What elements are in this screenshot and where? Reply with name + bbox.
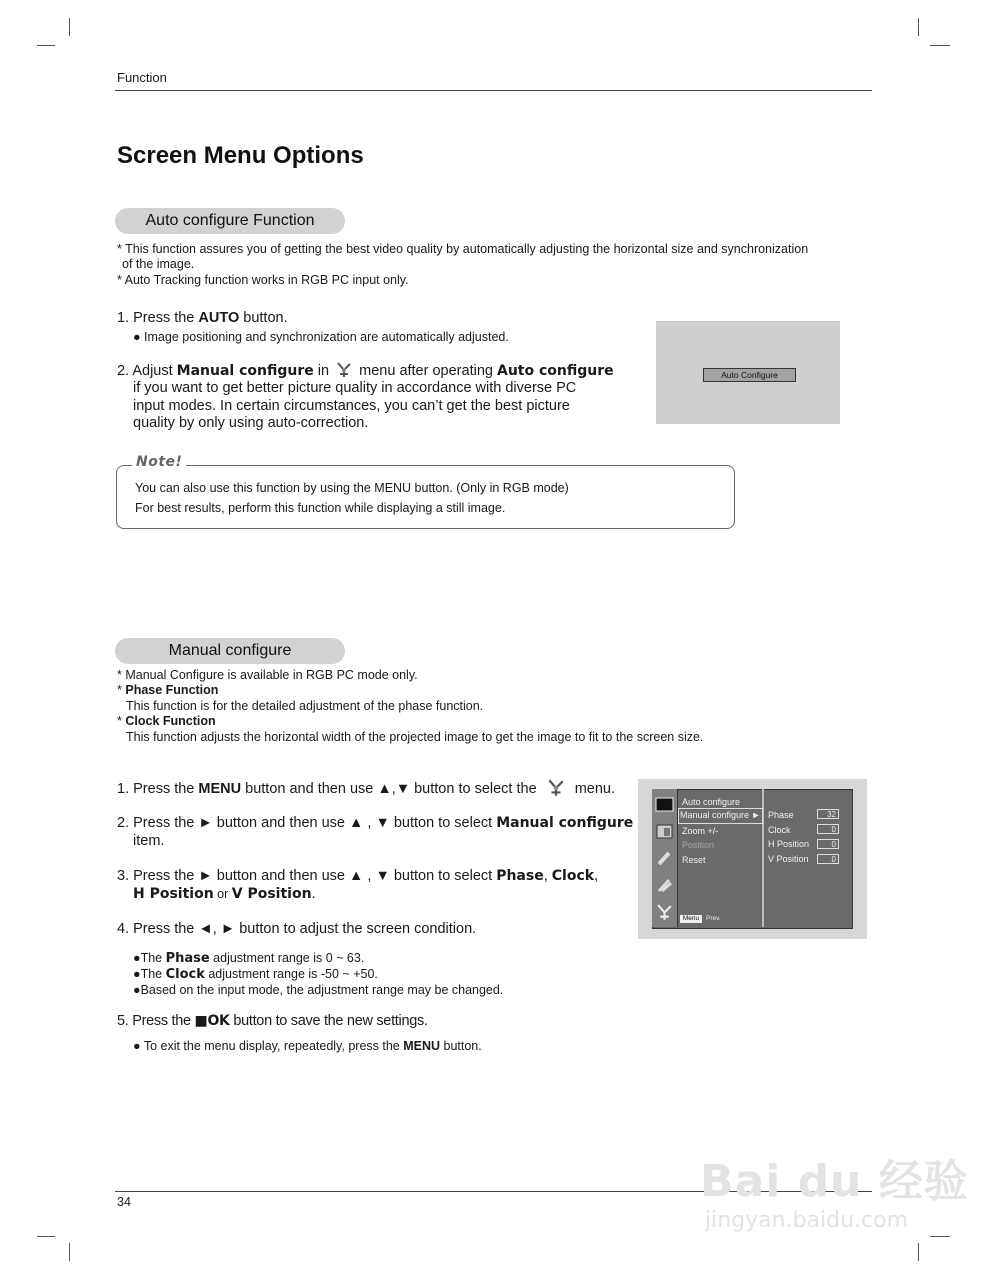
manual-step-4 [117,920,476,938]
note-title: Note! [132,454,186,470]
osd-h-position-value: 0 [817,839,839,849]
step-number: 1. [117,310,134,326]
bullet-text: button. [440,1039,482,1053]
step-text: in [313,363,334,379]
phase-label: Phase [165,951,210,966]
menu-button-name: MENU [198,781,242,797]
exit-menu-bullet: ● To exit the menu display, repeatedly, press the MENU button. [133,1039,482,1053]
step-number: 2. [117,815,134,831]
step-text: Press the [133,781,199,797]
header-rule [115,90,872,91]
osd-menu-button[interactable]: Menu [680,915,702,923]
clock-label: Clock [551,868,595,884]
step-number: 4. [117,921,134,937]
auto-step-2-line2: if you want to get better picture quality in accordance with diverse PC [133,380,577,396]
input-mode-bullet: ●Based on the input mode, the adjustment range may be changed. [133,983,504,997]
bullet-text: adjustment range is 0 ~ 63. [209,951,365,965]
auto-configure-label: Auto configure [496,363,614,379]
header-section-label: Function [117,70,167,85]
step-text: Adjust [132,363,177,379]
auto-note-2: * Auto Tracking function works in RGB PC input only. [117,273,409,287]
watermark-url: jingyan.baidu.com [705,1208,909,1233]
step-text: or [213,887,232,901]
asterisk: * [117,714,122,728]
asterisk: * [117,683,122,697]
note-line-2: For best results, perform this function while displaying a still image. [135,501,506,515]
osd-sub-clock[interactable]: Clock [768,825,791,835]
osd-clock-value: 0 [817,824,839,834]
osd-sub-phase[interactable]: Phase [768,810,794,820]
auto-button-name: AUTO [198,310,240,326]
sound-icon [655,849,674,868]
page-number: 34 [117,1195,131,1209]
manual-step-3-line2 [133,885,316,903]
special-icon [655,876,674,895]
osd-prev-label: Prev. [706,915,721,922]
phase-function-heading [117,683,218,699]
note-box [116,465,735,529]
osd-item-auto-configure[interactable]: Auto configure [682,797,741,807]
manual-step-2-line2: item. [133,833,165,849]
osd-sub-h-position[interactable]: H Position [768,839,810,849]
step-text: Press the [132,1013,195,1029]
manual-configure-pill: Manual configure [115,638,345,664]
osd-item-reset[interactable]: Reset [682,855,706,865]
auto-step-1-bullet: ● Image positioning and synchronization are automatically adjusted. [133,330,509,344]
auto-step-1 [117,309,288,327]
step-text: button to save the new settings. [229,1013,428,1029]
watermark-logo: Bai du 经验 [700,1156,969,1207]
manual-step-5 [117,1012,428,1030]
step-text: menu after operating [355,363,497,379]
crop-mark [930,45,950,46]
bullet-text: Image positioning and synchronization are automatically adjusted. [144,330,509,344]
tools-icon [655,903,674,922]
bullet-text: Based on the input mode, the adjustment range may be changed. [140,983,504,997]
step-text: . [311,886,316,902]
screen-icon [655,822,674,841]
osd-sub-v-position[interactable]: V Position [768,854,809,864]
note-line-1: You can also use this function by using the MENU button. (Only in RGB mode) [135,481,569,495]
auto-step-2-line3: input modes. In certain circumstances, you can’t get the best picture [133,398,570,414]
bullet-text: adjustment range is -50 ~ +50. [204,967,378,981]
step-text: menu. [570,781,616,797]
osd-item-manual-configure[interactable]: Manual configure ► [680,810,761,820]
step-number: 2. [117,363,133,379]
manual-step-3 [117,867,598,885]
step-text: button. [239,310,288,326]
clock-label: Clock [165,967,205,982]
heading-text: Phase Function [125,683,219,697]
phase-range-bullet: ●The Phase adjustment range is 0 ~ 63. [133,951,365,966]
auto-step-2-line4: quality by only using auto-correction. [133,415,369,431]
osd-item-position[interactable]: Position [682,840,715,850]
step-number: 5. [117,1013,133,1029]
manual-step-1 [117,778,615,798]
clock-function-heading [117,714,216,730]
osd-v-position-value: 0 [817,854,839,864]
phase-label: Phase [496,868,544,884]
crop-mark [918,1243,919,1261]
auto-configure-osd-bar: Auto Configure [703,368,796,382]
step-text: Press the ► button and then use ▲ , ▼ button to select [133,868,497,884]
osd-phase-value: 32 [817,809,839,819]
crop-mark [930,1236,950,1237]
clock-function-desc: This function adjusts the horizontal width of the projected image to get the image to fit to the screen size. [126,730,704,744]
osd-item-zoom[interactable]: Zoom +/- [682,826,719,836]
step-text: Press the ► button and then use ▲ , ▼ button to select [133,815,497,831]
auto-note-1b: of the image. [122,257,195,271]
auto-note-1: * This function assures you of getting the best video quality by automatically adjusting the horizontal size and synchronization [117,242,809,256]
step-text: , [594,868,599,884]
auto-step-2 [117,361,614,380]
crop-mark [69,18,70,36]
step-text: Press the ◄, ► button to adjust the screen condition. [133,921,477,937]
crop-mark [37,45,55,46]
auto-configure-pill: Auto configure Function [115,208,345,234]
picture-icon [655,795,674,814]
crop-mark [918,18,919,36]
manual-note-1 [117,668,418,684]
page-title: Screen Menu Options [117,142,364,169]
step-text: button and then use ▲,▼ button to select the [241,781,541,797]
step-number: 3. [117,868,134,884]
bullet-text: The [140,951,166,965]
tools-icon [335,361,353,379]
crop-mark [69,1243,70,1261]
tools-icon [545,778,567,798]
step-text: Press the [133,310,199,326]
bullet-text: The [140,967,166,981]
step-number: 1. [117,781,134,797]
note-text: Manual Configure is available in RGB PC mode only. [125,668,418,682]
manual-configure-label: Manual configure [496,815,634,831]
h-position-label: H Position [133,886,214,902]
clock-range-bullet: ●The Clock adjustment range is -50 ~ +50. [133,967,378,982]
manual-configure-label: Manual configure [176,363,314,379]
menu-button-name: MENU [403,1039,441,1053]
crop-mark [37,1236,55,1237]
step-text: , [543,868,552,884]
heading-text: Clock Function [125,714,216,728]
v-position-label: V Position [231,886,312,902]
phase-function-desc: This function is for the detailed adjustment of the phase function. [126,699,484,713]
bullet-text: To exit the menu display, repeatedly, press the [143,1039,404,1053]
ok-button-name: ■OK [194,1013,230,1029]
asterisk: * [117,668,122,682]
manual-step-2 [117,814,633,832]
